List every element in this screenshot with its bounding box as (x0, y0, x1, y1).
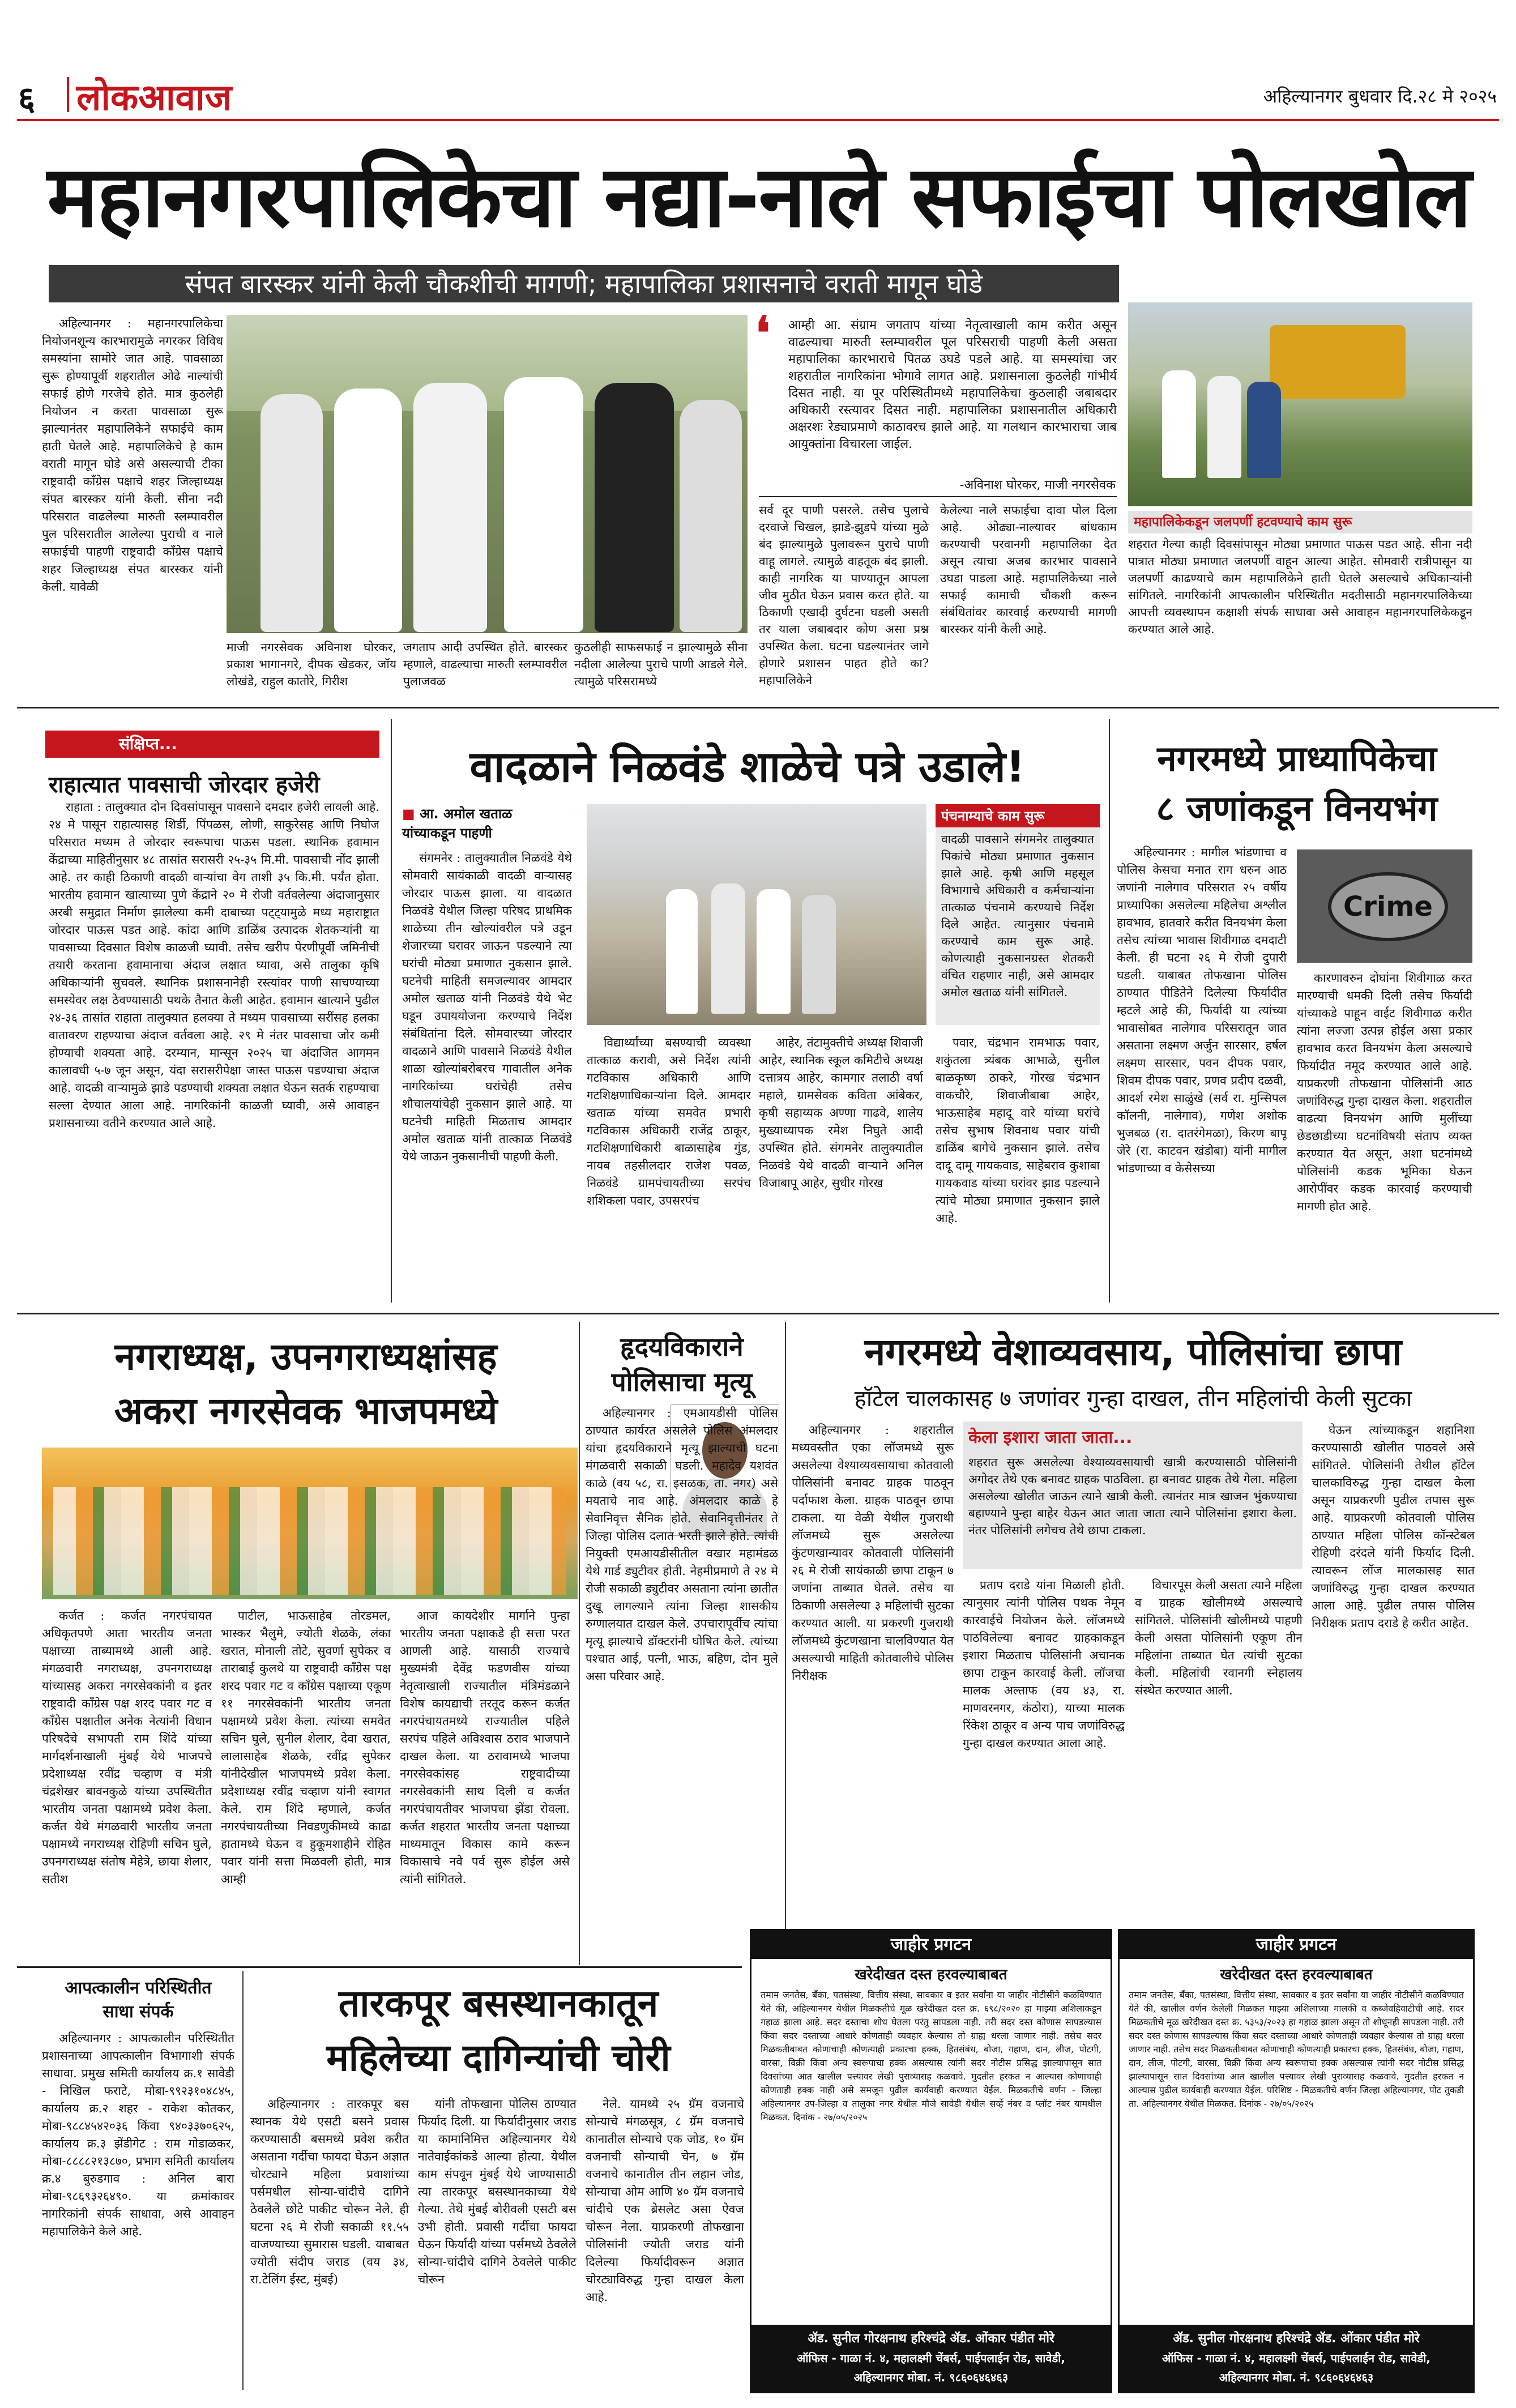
raid-col-5: घेऊन त्यांच्याकडून शहानिशा करण्यासाठी खोलीत पाठवले असे सांगितले. पोलिसांनी तेथील हॉटेल चालकाविरुद्ध गुन्हा दाखल केला असून याप्रकरणी पुढील तपास सुरू आहे. याप्रकरणी कोतवाली पोलिस ठाण्यात महिला पोलिस कॉन्स्टेबल रोहिणी दरंदले यांनी फिर्याद दिली. त्यावरून लॉज मालकासह सात जणांविरुद्ध गुन्हा दाखल करण्यात आला आहे. पुढील तपास पोलिस निरीक्षक प्रताप दराडे हे करीत आहेत. (1312, 1423, 1475, 1630)
heart-headline-2: पोलिसाचा मृत्यू (611, 1367, 753, 1397)
molest-col-1: अहिल्यानगर : मागील भांडणाचा व पोलिस केसचा मनात राग धरुन आठ जणांनी नालेगाव परिसरात २५ वर्षीय प्राध्यापिका असलेल्या महिलेचा अश्लील हावभाव, हातवारे करीत विनयभंग केला तसेच त्यांच्या भावास शिवीगाळ दमदाटी केली. ही घटना २६ मे रोजी दुपारी घडली. याबाबत तोफखाना पोलिस ठाण्यात पीडितेने दिलेल्या फिर्यादीत म्हटले आहे की, फिर्यादी या त्यांच्या भावासोबत नालेगाव परिसरातून जात असताना लक्ष्मण अर्जुन सारसार, हर्षल लक्ष्मण सारसार, पवन दीपक पवार, शिवम दीपक पवार, प्रणव प्रदीप दळवी, आदर्श रमेश साळुंखे (सर्व रा. मुन्सिपल कॉलनी, नालेगाव), गणेश अशोक भुजबळ (रा. दातरंगेमळा), किरण बापू जेरे (रा. काटवन खंडोबा) यांनी मागील भांडणाच्या व केसेसच्या (1117, 846, 1287, 1175)
raid-box (963, 1421, 1303, 1569)
heart-divider (579, 1322, 580, 1965)
raid-divider (785, 1322, 786, 1965)
heart-body: अहिल्यानगर : एमआयडीसी पोलिस ठाण्यात कार्यरत असलेले पोलिस अंमलदार यांचा हृदयविकाराने मृत्यू झाल्याची घटना मंगळवारी सकाळी घडली. महादेव यशवंत काळे (वय ५८, रा. इसळक, ता. नगर) असे मयताचे नाव आहे. अंमलदार काळे हे सेवानिवृत्त सैनिक होते. सेवानिवृत्तीनंतर ते जिल्हा पोलिस दलात भरती झाले होते. त्यांची नियुक्ती एमआयडीसीतील वखार महामंडळ येथे गार्ड ड्युटीवर होती. नेहमीप्रमाणे ते २४ मे रोजी सकाळी ड्युटीवर असताना त्यांना छातीत दुखू लागल्याने त्यांना जिल्हा शासकीय रुग्णालयात दाखल केले. उपचारापूर्वीच त्यांचा मृत्यू झाल्याचे डॉक्टरांनी घोषित केले. त्यांच्या पश्चात आई, पत्नी, भाऊ, बहिण, दोन मुले असा परिवार आहे. (586, 1406, 778, 1683)
raid-box-title: केला इशारा जाता जाता... (968, 1428, 1133, 1448)
school-panel-title: पंचनाम्याचे काम सुरू (936, 804, 1100, 827)
ad-2-header: जाहीर प्रगटन (1120, 1931, 1473, 1959)
brief-body: राहाता : तालुक्यात दोन दिवसांपासून पावसाने दमदार हजेरी लावली आहे. २४ मे पासून राहात्यासह शिर्डी, पिंपळस, लोणी, साकुरेसह आणि निघोज परिसरात मध्यम ते जोरदार स्वरूपाचा पाऊस पडला. स्थानिक हवामान केंद्राच्या माहितीनुसार ४८ तासांत सरासरी २५-३५ मि.मी. पावसाची नोंद झाली आहे. तर काही ठिकाणी वादळी वाऱ्यांचा वेग ताशी ३५ कि.मी. पर्यंत होता. भारतीय हवामान खात्याच्या पुणे केंद्राने २० मे रोजी वर्तवलेल्या अंदाजानुसार अरबी समुद्रात निर्माण झालेल्या कमी दाबाच्या पट्ट्यामुळे मध्य महाराष्ट्रात जोरदार पाऊस पडत आहे. कांदा आणि डाळिंब उत्पादक शेतकऱ्यांनी या पावसाच्या दिवसात विशेष काळजी घ्यावी. तसेच खरीप पेरणीपूर्वी जमिनीची तयारी करताना हवामानाचा अंदाज लक्षात घ्यावा, असे तालुका कृषि अधिकाऱ्यांनी सुचवले. स्थानिक प्रशासनानेही रस्त्यांवर पाणी साचण्याच्या समस्येवर लक्ष ठेवण्यासाठी पथके तैनात केली आहेत. हवामान खात्याने पुढील २४-३६ तासांत राहाता तालुक्यात हलक्या ते मध्यम पावसाच्या सरींसह हलका वातावरण राहण्याचा अंदाज वर्तवला आहे. २९ मे नंतर पावसाचा जोर कमी होण्याची शक्यता आहे. दरम्यान, मान्सून २०२५ चा अंदाजित आगमन कालावधी ५-७ जून असून, यंदा सरासरीपेक्षा जास्त पाऊस पडण्याचा अंदाज आहे. वादळी वाऱ्यामुळे झाडे पडण्याची शक्यता लक्षात घेऊन सतर्क राहण्याचा सल्ला देण्यात आला आहे. नागरिकांनी काळजी घ्यावी, असे आवाहन प्रशासनाच्या वतीने करण्यात आले आहे. (49, 800, 379, 1130)
school-col-3: आहेर, तंटामुक्तीचे अध्यक्ष शिवाजी आहेर, स्थानिक स्कूल कमिटीचे अध्यक्ष दत्तात्रय आहेर, कामगार तलाठी वर्षा महाले, ग्रामसेवक कविता आंबेकर, कृषी सहाय्यक अण्णा गाढवे, शालेय मुख्याध्यापक रमेश निघुते आदी उपस्थित होते. संगमनेर तालुक्यातील निळवंडे येथे वादळी वाऱ्याने अनिल विजाबापू आहेर, सुधीर गोरख (759, 1036, 923, 1190)
raid-col-1: अहिल्यानगर : शहरातील मध्यवस्तीत एका लॉजमध्ये सुरू असलेल्या वेश्याव्यवसायाचा कोतवाली पोलिसांनी बनावट ग्राहक पाठवून पर्दाफाश केला. ग्राहक पाठवून छापा टाकला. या वेळी येथील गुजराथी लॉजमध्ये सुरू असलेल्या कुंटणखान्यावर कोतवाली पोलिसांनी २६ मे रोजी सायंकाळी छापा टाकून ७ जणांना ताब्यात घेतले. तसेच या ठिकाणी असलेल्या ३ महिलांची सुटका करण्यात आली. या प्रकरणी गुजराथी लॉजमध्ये कुंटणखाना चालविण्यात येत असल्याची माहिती कोतवालीचे पोलिस निरीक्षक (792, 1423, 954, 1683)
crime-stamp-icon: Crime (1328, 872, 1448, 941)
lead-col-5: केलेल्या नाले सफाईचा दावा पोल दिला आहे. ओढ्या-नाल्यावर बांधकाम करण्याची परवानगी महापालिका देत असून त्याचा अजब कारभार पावसाने उघडा पाडला आहे. महापालिकेच्या नाले सफाई कामाची चौकशी करून संबंधितांवर कारवाई करण्याची मागणी बारस्कर यांनी केली आहे. (940, 503, 1117, 636)
school-photo (587, 804, 926, 1025)
school-panel (936, 804, 1100, 1025)
masthead-rule (17, 119, 1499, 121)
heart-headline-1: हृदयविकाराने (620, 1331, 744, 1362)
public-notice-ad-2 (1118, 1929, 1475, 2393)
ad-2-footer: ॲड. सुनील गोरक्षनाथ हरिश्चंद्रे ॲड. ओंकार पंडीत मोरे ऑफिस - गाळा नं. ४, महालक्ष्मी चेंबर्स, पाईपलाईन रोड, सावेडी, अहिल्यानगर मोबा. नं. ९८६०६४६४६३ (1120, 2325, 1473, 2392)
brief-title: राहात्यात पावसाची जोरदार हजेरी (49, 772, 320, 798)
emergency-title-1: आपत्कालीन परिस्थितीत (65, 1978, 212, 1998)
theft-headline-1: तारकपूर बसस्थानकातून (338, 1982, 659, 2025)
lead-photo (227, 315, 748, 633)
quote-mark-icon: ❛ (755, 306, 770, 360)
lead-quote: आम्ही आ. संग्राम जगताप यांच्या नेतृत्वाखाली काम करीत असून वाढल्याचा मारुती स्लम्पावरील पूल परिसराची पाहणी केली असता महापालिका कारभाराचे पितळ उघडे पडले आहे. या समस्यांचा जर शहरातील नागरिकांना भोगावे लागत आहे. प्रशासनाला कुठलेही गांभीर्य दिसत नाही. या पूर परिस्थितीमध्ये महापालिकेचा कुठलाही जबाबदार अधिकारी रस्त्यावर दिसत नाही. महापालिका प्रशासनातील अधिकारी अक्षरशः रेड्याप्रमाणे काठावरच झाले आहे. या गलथान कारभाराचा जाब आयुक्तांना विचारला जाईल. (788, 318, 1117, 451)
molest-headline-2: ८ जणांकडून विनयभंग (1156, 788, 1438, 829)
raid-subhead: हॉटेल चालकासह ७ जणांवर गुन्हा दाखल, तीन महिलांची केली सुटका (854, 1386, 1412, 1412)
brief-divider (391, 719, 392, 1303)
raid-box-body: शहरात सुरू असलेल्या वेश्याव्यवसायाची खात्री करण्यासाठी पोलिसांनी अगोदर तेथे एक बनावट ग्राहक पाठविला. हा बनावट ग्राहक तेथे गेला. महिला असलेल्या खोलीत जाऊन त्याने खात्री केली. त्यानंतर मात्र खाजन भुंकण्याचा बहाण्याने पुन्हा बाहेर येऊन आत जाता जाता त्याने पोलिसांना इशारा केला. नंतर पोलिसांनी लगेचच तेथे छापा टाकला. (968, 1455, 1297, 1537)
crime-graphic (1297, 849, 1472, 963)
side-caption-title: महापालिकेकडून जलपर्णी हटवण्याचे काम सुरू (1128, 511, 1472, 533)
paper-logo: लोकआवाज (76, 77, 232, 119)
dateline: अहिल्यानगर बुधवार दि.२८ मे २०२५ (1263, 86, 1497, 107)
lead-col-4: सर्व दूर पाणी पसरले. तसेच पुलाचे दरवाजे चिखल, झाडे-झुडपे यांच्या मुळे बंद झाल्यामुळे पुलावरून पुराचे पाणी वाहू लागले. त्यामुळे वाहतूक बंद झाली. काही नागरिक या पाण्यातून आपला जीव मुठीत घेऊन प्रवास करत होते. या ठिकाणी एखादी दुर्घटना घडली असती तर याला जबाबदार कोण असा प्रश्न उपस्थित केला. घटना घडल्यानंतर जागे होणारे प्रशासन पाहत होते का? महापालिकेने (759, 503, 929, 687)
bjp-headline-1: नगराध्यक्ष, उपनगराध्यक्षांसह (114, 1335, 497, 1378)
section-rule-1 (17, 707, 1499, 708)
ad-2-title: खरेदीखत दस्त हरवल्याबाबत (1220, 1966, 1373, 1983)
lead-col-3: कुठलीही साफसफाई न झाल्यामुळे सीना नदीला आलेल्या पुराचे पाणी आडले गेले. त्यामुळे परिसरामध्ये (574, 641, 748, 688)
masthead-divider (67, 77, 69, 112)
school-col-1: संगमनेर : तालुक्यातील निळवंडे येथे सोमवारी सायंकाळी वादळी वाऱ्यासह जोरदार पाऊस झाला. या वादळात निळवंडे येथील जिल्हा परिषद प्राथमिक शाळेच्या तीन खोल्यांवरील पत्रे उडून शेजारच्या घरावर जाऊन पडल्याने त्या घरांची मोठ्या प्रमाणात नुकसान झाले. घटनेची माहिती समजल्यावर आमदार अमोल खताळ यांनी निळवंडे येथे भेट घडून उपाययोजना करण्याचे निर्देश संबंधितांना दिले. सोमवारच्या जोरदार वादळाने आणि पावसाने निळवंडे येथील शाळा खोल्यांबरोबरच गावातील अनेक नागरिकांच्या घरांचेही तसेच शौचालयांचेही नुकसान झाले आहे. या घटनेची माहिती मिळताच आमदार अमोल खताळ यांनी तात्काळ निळवंडे येथे जाऊन नुकसानीची पाहणी केली. (402, 851, 572, 1163)
side-caption: शहरात गेल्या काही दिवसांपासून मोठ्या प्रमाणात पाऊस पडत आहे. सीना नदी पात्रात मोठ्या प्रमाणात जलपर्णी वाहून आल्या आहेत. सोमवारी रात्रीपासून या जलपर्णी काढण्याचे काम महापालिकेने हाती घेतले असल्याचे अधिकाऱ्यांनी सांगितले. नागरिकांनी आपत्कालीन परिस्थितीत मदतीसाठी महानगरपालिकेच्या आपत्ती व्यवस्थापन कक्षाशी संपर्क साधावा असे आवाहन महानगरपालिकेकडून करण्यात आले आहे. (1128, 537, 1472, 636)
byline-bullet-icon: ■ (402, 806, 420, 822)
raid-headline: नगरमध्ये वेशाव्यवसाय, पोलिसांचा छापा (864, 1330, 1402, 1374)
raid-col-3: प्रताप दराडे यांना मिळाली होती. त्यानुसार त्यांनी पोलिस पथक नेमून कारवाईचे नियोजन केले. लॉजमध्ये पाठविलेल्या बनावट ग्राहकाकडून इशारा मिळताच पोलिसांनी अचानक छापा टाकून कारवाई केली. लॉजचा मालक अल्ताफ (वय ४३, रा. माणवरनगर, कंठोरा), याच्या मालक रिंकेश ठाकूर व अन्य पाच जणांविरुद्ध गुन्हा दाखल करण्यात आला आहे. (963, 1578, 1125, 1750)
ad-2-body: तमाम जनतेस, बँका, पतसंस्था, वित्तीय संस्था, सावकार व इतर सर्वांना या जाहीर नोटीसीने कळविण्यात येते की, खालील वर्णन केलेली मिळकत माझ्या अशिलाच्या मालकी व कब्जेवहिवाटीची आहे. सदर मिळकतीचे मूळ खरेदीखत दस्त क्र. ५३५३/२०२३ हा गहाळ झाला असून तो शोधूनही सापडला नाही. तरी सदर दस्त कोणास सापडल्यास किंवा सदर दस्ताच्या आधारे कोणताही व्यवहार केल्यास तो ग्राह्य धरला जाणार नाही. तसेच सदर मिळकतीबाबत कोणाचाही कोणत्याही प्रकारचा हक्क, हितसंबंध, बोजा, गहाण, दान, लीज, पोटगी, वारसा, विक्री किंवा अन्य स्वरूपाचा हक्क असल्यास त्यांनी सदर नोटीस प्रसिद्ध झाल्यापासून सात दिवसांच्या आत खालील पत्त्यावर लेखी पुराव्यासह कळवावे. मुदतीत हरकत न आल्यास पुढील कार्यवाही करण्यात येईल. परिशिष्ट - मिळकतीचे वर्णन जिल्हा अहिल्यानगर, पोट तुकडी ता. अहिल्यानगर येथील मिळकत. दिनांक - २७/०५/२०२५ (1129, 1989, 1464, 2109)
bjp-headline-2: अकरा नगरसेवक भाजपमध्ये (114, 1389, 498, 1433)
emergency-title-2: साधा संपर्क (103, 2002, 174, 2022)
raid-col-4: विचारपूस केली असता त्याने महिला व ग्राहक खोलीमध्ये असल्याचे सांगितले. पोलिसांनी खोलीमध्ये पाहणी केली असता पोलिसांनी एकूण तीन महिलांना ताब्यात घेत त्यांची सुटका केली. महिलांची रवानगी स्नेहालय संस्थेत करण्यात आली. (1135, 1578, 1303, 1697)
ad-1-title: खरेदीखत दस्त हरवल्याबाबत (855, 1966, 1007, 1983)
page-number: ६ (18, 79, 36, 118)
drain-cleaning-photo (1128, 302, 1472, 506)
ad-1-body: तमाम जनतेस, बँका, पतसंस्था, वित्तीय संस्था, सावकार व इतर सर्वांना या जाहीर नोटीसीने कळविण्यात येते की, अहिल्यानगर येथील मिळकतीचे मूळ खरेदीखत दस्त क्र. ६९८/२०२० हा माझ्या अशिलाकडून गहाळ झाला आहे. सदर दस्ताचा शोध घेतला परंतु सापडला नाही. तरी सदर दस्त कोणास सापडल्यास किंवा सदर दस्ताच्या आधारे कोणताही व्यवहार केल्यास तो ग्राह्य धरला जाणार नाही. तसेच सदर मिळकतीबाबत कोणाचाही कोणत्याही प्रकारचा हक्क, हितसंबंध, बोजा, गहाण, दान, लीज, पोटगी, वारसा, विक्री किंवा अन्य स्वरूपाचा हक्क असल्यास त्यांनी सदर नोटीस प्रसिद्ध झाल्यापासून सात दिवसांच्या आत खालील पत्त्यावर लेखी पुराव्यासह कळवावे. मुदतीत हरकत न आल्यास कोणाचाही कोणताही हक्क नाही असे समजून पुढील कार्यवाही करण्यात येईल. मिळकतीचे वर्णन - जिल्हा अहिल्यानगर उप-जिल्हा व तालुका नगर येथील मौजे सावेडी येथील सर्व्हे नंबर व प्लॉट नंबर यामधील मिळकत. दिनांक - २७/०५/२०२५ (761, 1989, 1101, 2123)
ad-1-footer: ॲड. सुनील गोरक्षनाथ हरिश्चंद्रे ॲड. ओंकार पंडीत मोरे ऑफिस - गाळा नं. ४, महालक्ष्मी चेंबर्स, पाईपलाईन रोड, सावेडी, अहिल्यानगर मोबा. नं. ९८६०६४६४६३ (751, 2325, 1111, 2392)
molest-divider (1109, 719, 1110, 1303)
school-panel-body: वादळी पावसाने संगमनेर तालुक्यात पिकांचे मोठ्या प्रमाणात नुकसान झाले आहे. कृषी आणि महसूल विभागाचे अधिकारी व कर्मचाऱ्यांना तात्काळ पंचनामे करण्याचे निर्देश दिले आहेत. त्यानुसार पंचनामे करण्याचे काम सुरू आहे. कोणत्याही नुकसानग्रस्त शेतकरी वंचित राहणार नाही, असे आमदार अमोल खताळ यांनी सांगितले. (941, 832, 1094, 999)
lead-subheadline: संपत बारस्कर यांनी केली चौकशीची मागणी; महापालिका प्रशासनाचे वराती मागून घोडे (49, 265, 1119, 302)
molest-col-2: कारणावरुन दोघांना शिवीगाळ करत मारण्याची धमकी दिली तसेच फिर्यादी यांच्याकडे पाहून वाईट शिवीगाळ करीत त्यांना लज्जा उत्पन्न होईल असा प्रकार हावभाव करत विनयभंग केला असल्याचे फिर्यादीत नमूद करण्यात आले आहे. याप्रकरणी तोफखाना पोलिसांनी आठ जणांविरुद्ध गुन्हा दाखल केला. शहरातील वाढत्या विनयभंग आणि मुलींच्या छेडछाडीच्या घटनांविषयी संताप व्यक्त करण्यात येत असून, अशा घटनांमध्ये पोलिसांनी कडक भूमिका घेऊन आरोपींवर कडक कारवाई करण्याची मागणी होत आहे. (1297, 971, 1472, 1213)
ad-1-header: जाहीर प्रगटन (751, 1931, 1111, 1959)
emergency-body: अहिल्यानगर : आपत्कालीन परिस्थितीत प्रशासनाच्या आपत्कालीन विभागाशी संपर्क साधावा. प्रमुख समिती कार्यालय क्र.१ सावेडी - निखिल फराटे, मोबा-९९२३१०४८४५, कार्यालय क्र.२ शहर - राकेश कोतकर, मोबा-९८८४५४२०३६ किंवा ९४०३३७०६२५, कार्यालय क्र.३ झेंडीगेट : राम गोडाळकर, मोबा-८८८८२१३८७०, प्रभाग समिती कार्यालय क्र.४ बुरुडगाव : अनिल बारा मोबा-९८६९३२६४९०. या क्रमांकावर नागरिकांनी संपर्क साधावा, असे आवाहन महापालिकेने केले आहे. (42, 2031, 234, 2238)
school-col-4: पवार, चंद्रभान रामभाऊ पवार, शकुंतला त्र्यंबक आभाळे, सुनील बाळकृष्ण ठाकरे, गोरख चंद्रभान वाकचौरे, शिवाजीबाबा आहेर, भाऊसाहेब महादू वारे यांच्या घरांचे तसेच सुभाष शिवनाथ पवार यांची डाळिंब बागेचे नुकसान झाले. तसेच दादू दामू गायकवाड, साहेबराव कुशाबा गायकवाड यांच्या घरांवर झाड पडल्याने त्यांचे मोठ्या प्रमाणात नुकसान झाले आहे. (936, 1036, 1100, 1225)
bjp-col-1: कर्जत : कर्जत नगरपंचायत अधिकृतपणे आता भारतीय जनता पक्षाच्या ताब्यामध्ये आली आहे. मंगळवारी नगराध्यक्ष, उपनगराध्यक्ष यांच्यासह अकरा नगरसेवकांनी व इतर राष्ट्रवादी काँग्रेस पक्ष शरद पवार गट व काँग्रेस पक्षातील अनेक नेत्यांनी विधान परिषदेचे सभापती राम शिंदे यांच्या मार्गदर्शनाखाली मुंबई येथे भाजपचे प्रदेशाध्यक्ष रवींद्र चव्हाण व मंत्री चंद्रशेखर बावनकुळे यांच्या उपस्थितीत भारतीय जनता पक्षामध्ये प्रवेश केला. कर्जत येथे मंगळवारी भारतीय जनता पक्षामध्ये नगराध्यक्ष रोहिणी सचिन घुले, उपनगराध्यक्ष संतोष मेहेत्रे, छाया शेलार, सतीश (42, 1609, 212, 1886)
public-notice-ad-1 (750, 1929, 1112, 2393)
lead-photo-caption: माजी नगरसेवक अविनाश घोरकर, प्रकाश भागानगरे, दीपक खेडकर, जॉय लोखंडे, राहुल कातोरे, गिरीश (227, 641, 396, 688)
quote-rule (759, 496, 1117, 497)
lead-col-2: जगताप आदी उपस्थित होते. बारस्कर म्हणाले, वाढल्याचा मारुती स्लम्पावरील पुलाजवळ (403, 641, 567, 688)
section-rule-3 (17, 1966, 742, 1968)
school-col-2: विद्यार्थ्यांच्या बसण्याची व्यवस्था तात्काळ करावी, असे निर्देश त्यांनी गटविकास अधिकारी आणि गटशिक्षणाधिकाऱ्यांना दिले. आमदार खताळ यांच्या समवेत प्रभारी गटविकास अधिकारी राजेंद्र ठाकूर, गटशिक्षणाधिकारी बाळासाहेब गुंड, नायब तहसीलदार राजेश पवळ, निळवंडे ग्रामपंचायतीच्या सरपंच शशिकला पवार, उपसरपंच (587, 1036, 751, 1207)
theft-divider (242, 1971, 244, 2390)
brief-label: संक्षिप्त... (45, 731, 379, 758)
section-rule-2 (17, 1313, 1499, 1314)
theft-col-3: नेले. यामध्ये २५ ग्रॅम वजनाचे सोन्याचे मंगळसूत्र, ८ ग्रॅम वजनाचे कानातील सोन्याचे एक जोड, १० ग्रॅम वजनाची सोन्याची चेन, ७ ग्रॅम वजनाचे कानातील तीन लहान जोड, सोन्याचा ओम आणि ४० ग्रॅम वजनाचे चांदीचे एक ब्रेसलेट असा ऐवज चोरून नेला. याप्रकरणी तोफखाना पोलिसांनी ज्योती जराड यांनी दिलेल्या फिर्यादीवरून अज्ञात चोरट्याविरुद्ध गुन्हा दाखल केला आहे. (586, 2097, 744, 2304)
theft-headline-2: महिलेच्या दागिन्यांची चोरी (326, 2036, 671, 2080)
bjp-col-2: पाटील, भाऊसाहेब तोरडमल, भास्कर भैलुमे, ज्योती शेळके, लंका खरात, मोनाली तोटे, सुवर्णा सुपेकर व ताराबाई कुलथे या राष्ट्रवादी काँग्रेस पक्ष शरद पवार गट व काँग्रेस पक्षाच्या एकूण ११ नगरसेवकांनी भारतीय जनता पक्षामध्ये प्रवेश केला. त्यांच्या समवेत सचिन घुले, सुनील शेलार, देवा खरात, लालासाहेब शेळके, रवींद्र सुपेकर यांनीदेखील भाजपमध्ये प्रवेश केला. प्रदेशाध्यक्ष रवींद्र चव्हाण यांनी स्वागत केले. राम शिंदे म्हणाले, कर्जत नगरपंचायतीच्या निवडणुकीमध्ये काढा हातामध्ये घेऊन व हुकूमशाहीने रोहित पवार यांनी सत्ता मिळवली होती, मात्र आम्ही (221, 1609, 391, 1886)
bjp-col-3: आज कायदेशीर मार्गाने पुन्हा भारतीय जनता पक्षाकडे ही सत्ता परत आणली आहे. यासाठी राज्याचे मुख्यमंत्री देवेंद्र फडणवीस यांच्या नेतृत्वाखाली राज्यातील मंत्रिमंडळाने विशेष कायद्याची तरतूद करून कर्जत नगरपंचायतमध्ये राज्यातील पहिले सरपंच पहिले अविश्वास ठराव भाजपाने दाखल केला. या ठरावामध्ये भाजपा नगरसेवकांसह राष्ट्रवादीच्या नगरसेवकांनी साथ दिली व कर्जत नगरपंचायतीवर भाजपचा झेंडा रोवला. कर्जत शहरात भारतीय जनता पक्षाच्या माध्यमातून विकास कामे करून विकासाचे नवे पर्व सुरू होईल असे त्यांनी सांगितले. (400, 1609, 570, 1886)
school-headline: वादळाने निळवंडे शाळेचे पत्रे उडाले! (469, 741, 1026, 792)
molest-headline-1: नगरमध्ये प्राध्यापिकेचा (1157, 738, 1437, 779)
lead-col-1: अहिल्यानगर : महानगरपालिकेचा नियोजनशून्य कारभारामुळे नगरकर विविध समस्यांना सामोरे जात आहे. पावसाळा सुरू होण्यापूर्वी शहरातील ओढे नाल्यांची सफाई होणे गरजेचे होते. मात्र कुठलेही नियोजन न करता पावसाळा सुरू झाल्यानंतर महापालिकेने सफाईचे काम हाती घेतले आहे. महापालिकेचे हे काम वराती मागून घोडे असे असल्याची टीका राष्ट्रवादी काँग्रेस पक्षाचे शहर जिल्हाध्यक्ष संपत बारस्कर यांनी केली. सीना नदी परिसरात वाढलेल्या मारुती स्लम्पावरील पुल परिसरातील आलेल्या पुराची व नाले सफाईची पाहणी राष्ट्रवादी काँग्रेस पक्षाचे शहर जिल्हाध्यक्ष संपत बारस्कर यांनी केली. यावेळी (42, 317, 223, 594)
lead-quote-attribution: -अविनाश घोरकर, माजी नगरसेवक (959, 478, 1116, 492)
theft-col-2: यांनी तोफखाना पोलिस ठाण्यात फिर्याद दिली. या फिर्यादीनुसार जराड या कामानिमित्त अहिल्यानगर येथे नातेवाईकांकडे आल्या होत्या. येथील काम संपवून मुंबई येथे जाण्यासाठी त्या तारकपूर बसस्थानकाच्या येथे गेल्या. तेथे मुंबई बोरीवली एसटी बस उभी होती. प्रवासी गर्दीचा फायदा घेऊन फिर्यादी यांच्या पर्समध्ये ठेवलेले सोन्या-चांदीचे दागिने ठेवलेले पाकीट चोरून (418, 2097, 576, 2286)
lead-headline: महानगरपालिकेचा नद्या-नाले सफाईचा पोलखोल (47, 148, 1471, 246)
bjp-photo (42, 1448, 578, 1599)
school-byline: ■ आ. अमोल खताळ यांच्याकडून पाहणी (402, 806, 513, 841)
theft-col-1: अहिल्यानगर : तारकपूर बस स्थानक येथे एसटी बसने प्रवास करण्यासाठी बसमध्ये प्रवेश करीत असताना गर्दीचा फायदा घेऊन अज्ञात चोरट्याने महिला प्रवाशांच्या पर्समधील सोन्या-चांदीचे दागिने ठेवलेले छोटे पाकीट चोरून नेले. ही घटना २६ मे रोजी सकाळी ११.५५ वाजण्याच्या सुमारास घडली. याबाबत ज्योती संदीप जराड (वय ३४, रा.टेलिंग ईस्ट, मुंबई) (250, 2097, 409, 2286)
